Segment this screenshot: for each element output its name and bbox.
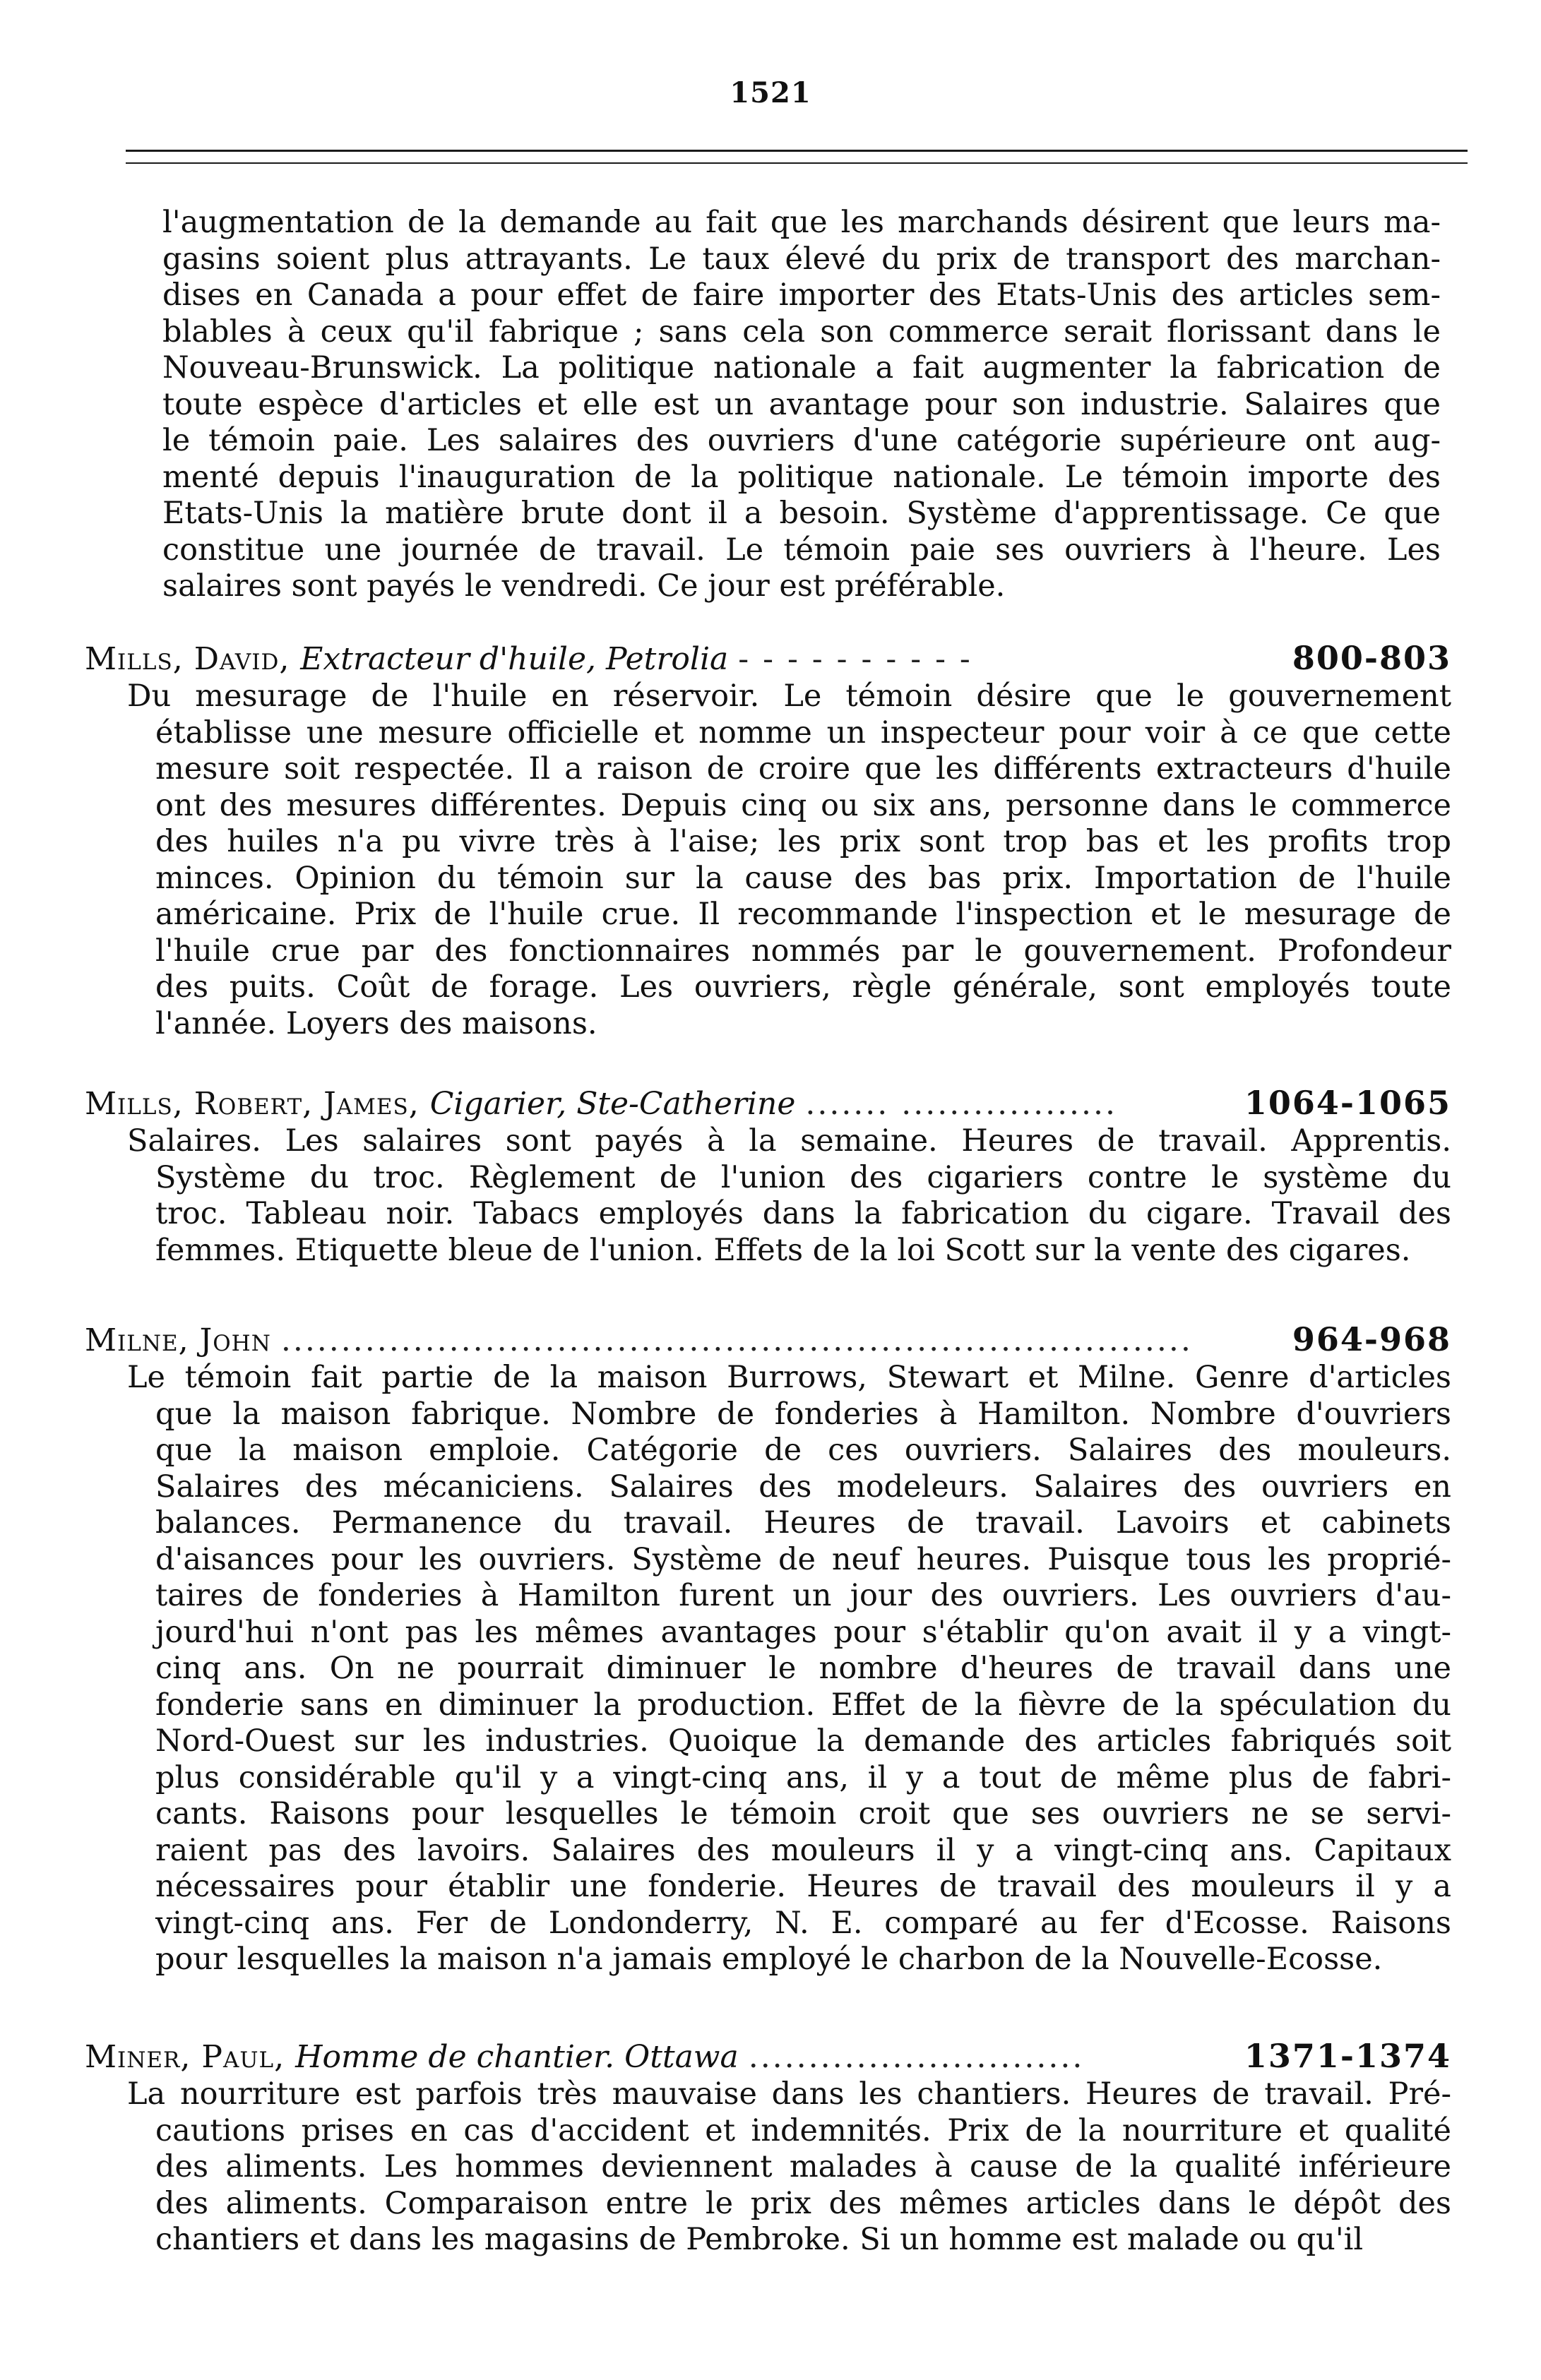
text-line: ont des mesures différentes. Depuis cinq ou six ans, personne dans le commerce (155, 787, 1451, 823)
index-entry (85, 1084, 1451, 1269)
text-line: que la maison emploie. Catégorie de ces ouvriers. Salaires des mouleurs. (155, 1433, 1451, 1468)
text-line: Du mesurage de l'huile en réservoir. Le témoin désire que le gouvernement (127, 678, 1451, 714)
index-entry (85, 1320, 1451, 1978)
text-line: l'augmentation de la demande au fait que les marchands désirent que leurs ma- (162, 205, 1441, 240)
text-line: des huiles n'a pu vivre très à l'aise; les prix sont trop bas et les profits trop (155, 824, 1451, 859)
text-line: Nord-Ouest sur les industries. Quoique la demande des articles fabriqués soit (155, 1723, 1451, 1759)
text-line: blables à ceux qu'il fabrique ; sans cela son commerce serait florissant dans le (162, 313, 1441, 349)
text-line: cautions prises en cas d'accident et indemnités. Prix de la nourriture et qualité (155, 2112, 1451, 2148)
text-line: cinq ans. On ne pourrait diminuer le nombre d'heures de travail dans une (155, 1651, 1451, 1686)
text-line: américaine. Prix de l'huile crue. Il recommande l'inspection et le mesurage de (155, 897, 1451, 932)
entry-pages: 1064-1065 (1244, 1084, 1451, 1122)
text-line: Salaires des mécaniciens. Salaires des modeleurs. Salaires des ouvriers en (155, 1469, 1451, 1505)
dot-leader: - - - - - - - - - - (738, 641, 972, 677)
entry-pages: 800-803 (1292, 639, 1451, 677)
entry-body (127, 678, 1451, 1042)
index-entry (85, 2037, 1451, 2259)
text-line: des puits. Coût de forage. Les ouvriers, règle générale, sont employés toute (155, 969, 1451, 1005)
text-line: jourd'hui n'ont pas les mêmes avantages pour s'établir qu'on avait il y a vingt- (155, 1614, 1451, 1650)
index-entry (85, 639, 1451, 1042)
entry-description: Cigarier, Ste-Catherine (429, 1086, 796, 1122)
entry-pages: 1371-1374 (1244, 2037, 1451, 2075)
text-line: gasins soient plus attrayants. Le taux élevé du prix de transport des marchan- (162, 241, 1441, 277)
text-line: vingt-cinq ans. Fer de Londonderry, N. E. comparé au fer d'Ecosse. Raisons (155, 1905, 1451, 1941)
text-line: menté depuis l'inauguration de la politique nationale. Le témoin importe des (162, 459, 1441, 495)
entry-pages: 964-968 (1292, 1320, 1451, 1358)
entry-heading (85, 2037, 1451, 2076)
entry-heading (85, 1320, 1451, 1360)
text-line: des aliments. Comparaison entre le prix des mêmes articles dans le dépôt des (155, 2185, 1451, 2221)
text-line: toute espèce d'articles et elle est un avantage pour son industrie. Salaires que (162, 386, 1441, 422)
text-line: cants. Raisons pour lesquelles le témoin croit que ses ouvriers ne se servi- (155, 1796, 1451, 1831)
text-line: établisse une mesure officielle et nomme un inspecteur pour voir à ce que cette (155, 714, 1451, 751)
text-line: constitue une journée de travail. Le témoin paie ses ouvriers à l'heure. Les (162, 532, 1441, 568)
text-line: pour lesquelles la maison n'a jamais employé le charbon de la Nouvelle-Ecosse. (155, 1942, 1383, 1977)
text-line: chantiers et dans les magasins de Pembroke. Si un homme est malade ou qu'il (155, 2222, 1364, 2257)
entry-name: Mills, Robert, James, (85, 1086, 430, 1122)
entry-body (127, 1360, 1451, 1978)
entry-heading (85, 639, 1451, 678)
text-line: l'huile crue par des fonctionnaires nommés par le gouvernement. Profondeur (155, 933, 1451, 969)
text-line: Le témoin fait partie de la maison Burrows, Stewart et Milne. Genre d'articles (127, 1360, 1451, 1395)
text-line: femmes. Etiquette bleue de l'union. Effets de la loi Scott sur la vente des cigares. (155, 1232, 1411, 1268)
continuation-paragraph (162, 205, 1441, 605)
entry-name: Milne, John (85, 1322, 271, 1358)
entry-description: Extracteur d'huile, Petrolia (300, 641, 729, 677)
dot-leader: ....... .................. (805, 1086, 1118, 1122)
entry-heading (85, 1084, 1451, 1123)
text-line: minces. Opinion du témoin sur la cause des bas prix. Importation de l'huile (155, 860, 1451, 896)
text-line: salaires sont payés le vendredi. Ce jour est préférable. (162, 568, 1006, 604)
text-line: des aliments. Les hommes deviennent malades à cause de la qualité inférieure (155, 2149, 1451, 2184)
entry-name: Mills, David, (85, 641, 301, 677)
text-line: La nourriture est parfois très mauvaise dans les chantiers. Heures de travail. Pré- (127, 2076, 1451, 2112)
text-line: taires de fonderies à Hamilton furent un jour des ouvriers. Les ouvriers d'au- (155, 1578, 1451, 1613)
text-line: Etats-Unis la matière brute dont il a besoin. Système d'apprentissage. Ce que (162, 496, 1441, 531)
text-line: plus considérable qu'il y a vingt-cinq ans, il y a tout de même plus de fabri- (155, 1759, 1451, 1795)
text-line: d'aisances pour les ouvriers. Système de neuf heures. Puisque tous les proprié- (155, 1541, 1451, 1577)
text-line: dises en Canada a pour effet de faire importer des Etats-Unis des articles sem- (162, 277, 1441, 313)
text-line: Système du troc. Règlement de l'union des cigariers contre le système du (155, 1159, 1451, 1195)
page-number: 1521 (730, 76, 811, 109)
text-line: troc. Tableau noir. Tabacs employés dans la fabrication du cigare. Travail des (155, 1196, 1451, 1231)
text-line: balances. Permanence du travail. Heures de travail. Lavoirs et cabinets (155, 1505, 1451, 1541)
text-line: fonderie sans en diminuer la production. Effet de la fièvre de la spéculation du (155, 1687, 1451, 1723)
text-line: le témoin paie. Les salaires des ouvriers d'une catégorie supérieure ont aug- (162, 423, 1441, 458)
text-line: raient pas des lavoirs. Salaires des mouleurs il y a vingt-cinq ans. Capitaux (155, 1832, 1451, 1868)
entry-body (127, 2076, 1451, 2259)
dot-leader: ............................ (748, 2039, 1085, 2075)
dot-leader: ............................................................................ (280, 1322, 1193, 1358)
text-line: Salaires. Les salaires sont payés à la semaine. Heures de travail. Apprentis. (127, 1123, 1451, 1159)
entry-name: Miner, Paul, (85, 2039, 296, 2075)
text-line: Nouveau-Brunswick. La politique nationale a fait augmenter la fabrication de (162, 350, 1441, 385)
entry-body (127, 1123, 1451, 1269)
header-rule-thin (126, 162, 1468, 164)
text-line: mesure soit respectée. Il a raison de croire que les différents extracteurs d'huile (155, 751, 1451, 787)
header-rule (126, 150, 1468, 152)
text-line: l'année. Loyers des maisons. (155, 1005, 597, 1041)
text-line: nécessaires pour établir une fonderie. Heures de travail des mouleurs il y a (155, 1869, 1451, 1904)
text-line: que la maison fabrique. Nombre de fonderies à Hamilton. Nombre d'ouvriers (155, 1396, 1451, 1432)
entry-description: Homme de chantier. Ottawa (295, 2039, 739, 2075)
